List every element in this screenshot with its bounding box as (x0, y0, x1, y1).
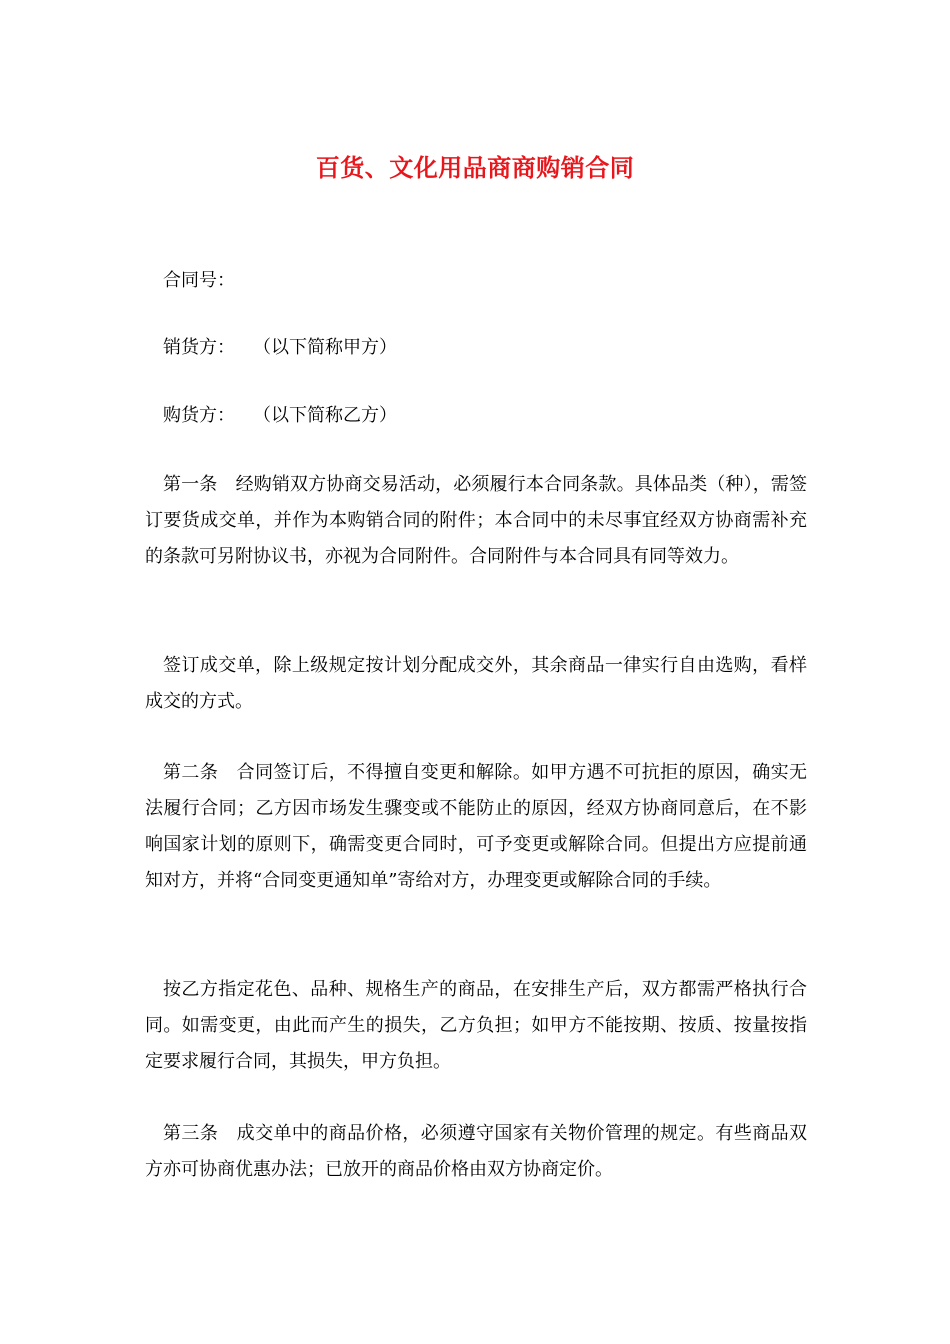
buyer-note: （以下简称乙方） (253, 405, 397, 426)
article-1-text: 经购销双方协商交易活动，必须履行本合同条款。具体品类（种），需签订要货成交单，并作为本购销合同的附件；本合同中的未尽事宜经双方协商需补充的条款可另附协议书，亦视为合同附件。合同附件与本合同具有同等效力。 (145, 474, 808, 567)
article-1-supplement-text: 签订成交单，除上级规定按计划分配成交外，其余商品一律实行自由选购，看样成交的方式。 (145, 655, 807, 712)
article-2-supplement-paragraph (145, 972, 807, 1080)
article-2-supplement-text: 按乙方指定花色、品种、规格生产的商品，在安排生产后，双方都需严格执行合同。如需变更，由此而产生的损失，乙方负担；如甲方不能按期、按质、按量按指定要求履行合同，其损失，甲方负担。 (145, 979, 807, 1072)
buyer-field (145, 398, 807, 434)
seller-field (145, 330, 807, 366)
article-3-heading: 第三条 (163, 1123, 219, 1144)
document-title: 百货、文化用品商商购销合同 (315, 153, 635, 182)
article-3-paragraph (145, 1116, 807, 1188)
article-1-supplement-paragraph (145, 648, 807, 720)
article-2-text: 合同签订后，不得擅自变更和解除。如甲方遇不可抗拒的原因，确实无法履行合同；乙方因市场发生骤变或不能防止的原因，经双方协商同意后，在不影响国家计划的原则下，确需变更合同时，可予变更或解除合同。但提出方应提前通知对方，并将“合同变更通知单”寄给对方，办理变更或解除合同的手续。 (145, 762, 808, 891)
buyer-label: 购货方： (163, 405, 235, 426)
article-1-heading: 第一条 (163, 474, 218, 495)
contract-number-label: 合同号： (163, 270, 235, 291)
article-3-text: 成交单中的商品价格，必须遵守国家有关物价管理的规定。有些商品双方亦可协商优惠办法；已放开的商品价格由双方协商定价。 (145, 1123, 808, 1180)
seller-note: （以下简称甲方） (253, 337, 397, 358)
article-1-paragraph (145, 467, 807, 575)
article-2-heading: 第二条 (163, 762, 219, 783)
contract-number-field (145, 263, 807, 299)
article-2-paragraph (145, 755, 807, 899)
seller-label: 销货方： (163, 337, 235, 358)
